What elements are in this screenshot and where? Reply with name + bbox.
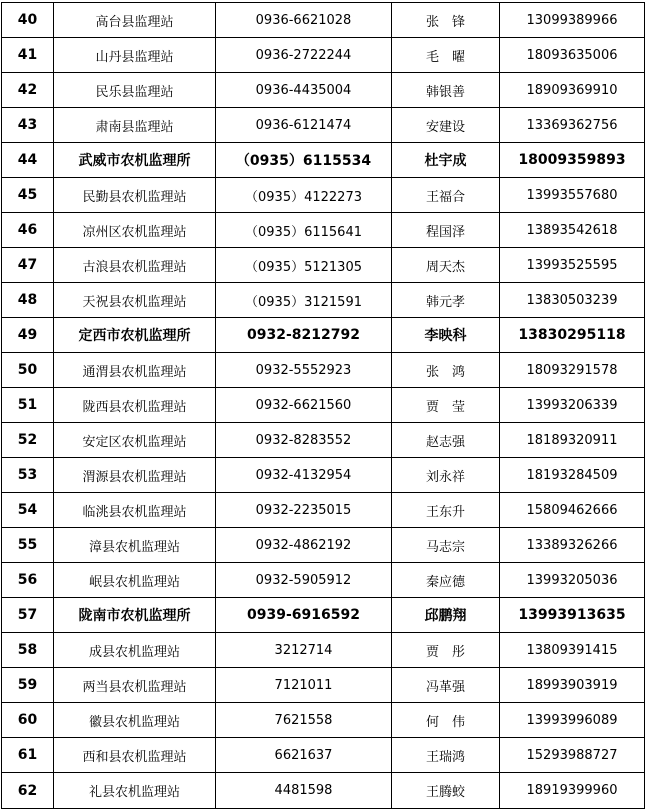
table-row: [2, 703, 645, 738]
station-name: 武威市农机监理所: [54, 143, 216, 178]
office-phone: 4481598: [216, 773, 392, 809]
row-number: 54: [2, 493, 54, 528]
station-name: 民乐县监理站: [54, 73, 216, 108]
row-number: 52: [2, 423, 54, 458]
station-name: 山丹县监理站: [54, 38, 216, 73]
mobile-number: 18093291578: [500, 353, 645, 388]
row-number: 40: [2, 3, 54, 38]
contact-person: 安建设: [392, 108, 500, 143]
station-name: 古浪县农机监理站: [54, 248, 216, 283]
row-number: 62: [2, 773, 54, 809]
row-number: 60: [2, 703, 54, 738]
row-number: 43: [2, 108, 54, 143]
row-number: 50: [2, 353, 54, 388]
mobile-number: 13809391415: [500, 633, 645, 668]
row-number: 56: [2, 563, 54, 598]
contact-person: 贾 彤: [392, 633, 500, 668]
mobile-number: 18993903919: [500, 668, 645, 703]
table-row: [2, 248, 645, 283]
office-phone: 0939-6916592: [216, 598, 392, 633]
office-phone: 0932-4862192: [216, 528, 392, 563]
contact-person: 王东升: [392, 493, 500, 528]
table-row: [2, 633, 645, 668]
row-number: 47: [2, 248, 54, 283]
office-phone: 6621637: [216, 738, 392, 773]
table-row: [2, 598, 645, 633]
office-phone: 0932-4132954: [216, 458, 392, 493]
contact-person: 王瑞鸿: [392, 738, 500, 773]
contact-person: 韩元孝: [392, 283, 500, 318]
row-number: 49: [2, 318, 54, 353]
station-name: 临洮县农机监理站: [54, 493, 216, 528]
row-number: 55: [2, 528, 54, 563]
table-row: [2, 773, 645, 809]
table-row: [2, 423, 645, 458]
table-row: [2, 388, 645, 423]
station-name: 肃南县监理站: [54, 108, 216, 143]
contact-person: 毛 曜: [392, 38, 500, 73]
mobile-number: 13993206339: [500, 388, 645, 423]
table-row: [2, 563, 645, 598]
row-number: 51: [2, 388, 54, 423]
table-row: [2, 283, 645, 318]
row-number: 59: [2, 668, 54, 703]
contact-person: 刘永祥: [392, 458, 500, 493]
station-name: 高台县监理站: [54, 3, 216, 38]
mobile-number: 13830503239: [500, 283, 645, 318]
contact-person: 周天杰: [392, 248, 500, 283]
table-row: [2, 3, 645, 38]
station-name: 凉州区农机监理站: [54, 213, 216, 248]
contact-person: 杜宇成: [392, 143, 500, 178]
contact-person: 程国泽: [392, 213, 500, 248]
station-name: 天祝县农机监理站: [54, 283, 216, 318]
station-name: 徽县农机监理站: [54, 703, 216, 738]
office-phone: 0932-5905912: [216, 563, 392, 598]
contact-person: 王腾蛟: [392, 773, 500, 809]
office-phone: 7121011: [216, 668, 392, 703]
mobile-number: 13830295118: [500, 318, 645, 353]
row-number: 41: [2, 38, 54, 73]
contact-person: 冯革强: [392, 668, 500, 703]
contact-person: 马志宗: [392, 528, 500, 563]
office-phone: 0936-4435004: [216, 73, 392, 108]
office-phone: 3212714: [216, 633, 392, 668]
station-name: 通渭县农机监理站: [54, 353, 216, 388]
mobile-number: 18093635006: [500, 38, 645, 73]
contact-table-body: [2, 3, 645, 809]
mobile-number: 13993913635: [500, 598, 645, 633]
row-number: 53: [2, 458, 54, 493]
station-name: 陇西县农机监理站: [54, 388, 216, 423]
contact-person: 秦应德: [392, 563, 500, 598]
office-phone: 0936-6121474: [216, 108, 392, 143]
office-phone: （0935）5121305: [216, 248, 392, 283]
mobile-number: 13893542618: [500, 213, 645, 248]
office-phone: （0935）6115641: [216, 213, 392, 248]
contact-person: 张 鸿: [392, 353, 500, 388]
mobile-number: 13993525595: [500, 248, 645, 283]
contact-person: 王福合: [392, 178, 500, 213]
row-number: 57: [2, 598, 54, 633]
row-number: 45: [2, 178, 54, 213]
mobile-number: 13993996089: [500, 703, 645, 738]
contact-person: 李映科: [392, 318, 500, 353]
office-phone: （0935）6115534: [216, 143, 392, 178]
mobile-number: 18009359893: [500, 143, 645, 178]
table-row: [2, 73, 645, 108]
office-phone: 0932-8283552: [216, 423, 392, 458]
contact-person: 邱鹏翔: [392, 598, 500, 633]
mobile-number: 18919399960: [500, 773, 645, 809]
station-name: 岷县农机监理站: [54, 563, 216, 598]
mobile-number: 13369362756: [500, 108, 645, 143]
row-number: 42: [2, 73, 54, 108]
mobile-number: 13389326266: [500, 528, 645, 563]
table-row: [2, 213, 645, 248]
table-row: [2, 458, 645, 493]
mobile-number: 13993205036: [500, 563, 645, 598]
contact-person: 贾 莹: [392, 388, 500, 423]
contact-person: 何 伟: [392, 703, 500, 738]
row-number: 61: [2, 738, 54, 773]
station-name: 成县农机监理站: [54, 633, 216, 668]
table-row: [2, 318, 645, 353]
station-name: 陇南市农机监理所: [54, 598, 216, 633]
mobile-number: 18909369910: [500, 73, 645, 108]
station-name: 礼县农机监理站: [54, 773, 216, 809]
table-row: [2, 38, 645, 73]
mobile-number: 15809462666: [500, 493, 645, 528]
contact-person: 张 锋: [392, 3, 500, 38]
station-name: 定西市农机监理所: [54, 318, 216, 353]
row-number: 58: [2, 633, 54, 668]
office-phone: 0932-5552923: [216, 353, 392, 388]
table-row: [2, 493, 645, 528]
row-number: 46: [2, 213, 54, 248]
table-row: [2, 353, 645, 388]
office-phone: （0935）3121591: [216, 283, 392, 318]
station-name: 民勤县农机监理站: [54, 178, 216, 213]
station-name: 西和县农机监理站: [54, 738, 216, 773]
office-phone: 0936-6621028: [216, 3, 392, 38]
mobile-number: 13993557680: [500, 178, 645, 213]
contact-person: 赵志强: [392, 423, 500, 458]
contact-person: 韩银善: [392, 73, 500, 108]
station-name: 安定区农机监理站: [54, 423, 216, 458]
row-number: 48: [2, 283, 54, 318]
table-row: [2, 738, 645, 773]
table-row: [2, 178, 645, 213]
office-phone: 0932-2235015: [216, 493, 392, 528]
mobile-number: 13099389966: [500, 3, 645, 38]
station-name: 两当县农机监理站: [54, 668, 216, 703]
office-phone: 7621558: [216, 703, 392, 738]
table-row: [2, 668, 645, 703]
station-name: 漳县农机监理站: [54, 528, 216, 563]
row-number: 44: [2, 143, 54, 178]
office-phone: 0936-2722244: [216, 38, 392, 73]
mobile-number: 18189320911: [500, 423, 645, 458]
contact-table: [1, 2, 645, 809]
table-row: [2, 108, 645, 143]
office-phone: 0932-6621560: [216, 388, 392, 423]
table-row: [2, 528, 645, 563]
mobile-number: 15293988727: [500, 738, 645, 773]
office-phone: 0932-8212792: [216, 318, 392, 353]
table-row: [2, 143, 645, 178]
mobile-number: 18193284509: [500, 458, 645, 493]
office-phone: （0935）4122273: [216, 178, 392, 213]
station-name: 渭源县农机监理站: [54, 458, 216, 493]
